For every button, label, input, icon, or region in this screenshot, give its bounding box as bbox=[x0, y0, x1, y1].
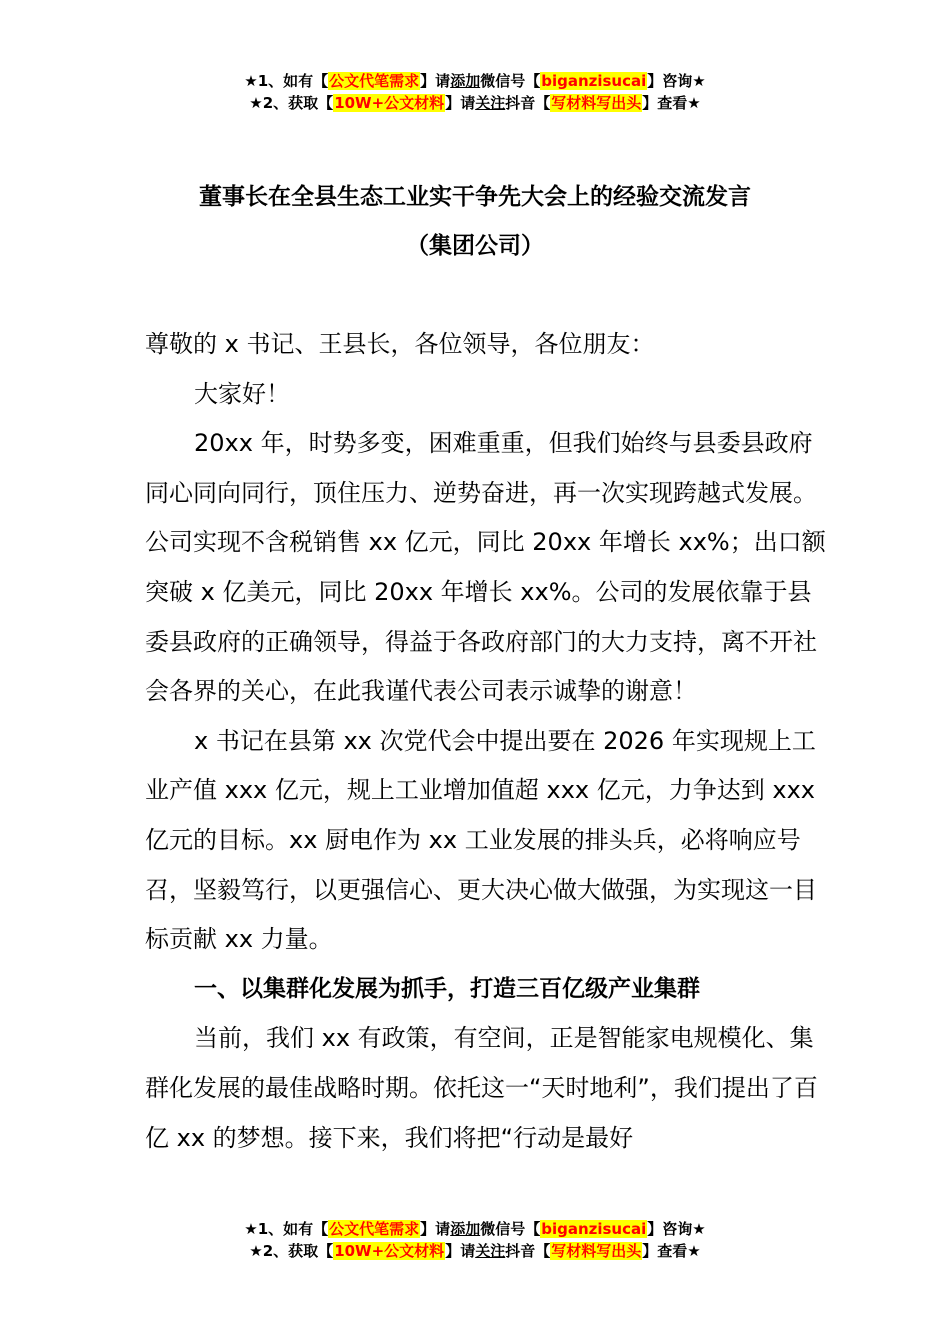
hello: 大家好！ bbox=[194, 379, 290, 408]
section-heading-1: 一、以集群化发展为抓手，打造三百亿级产业集群 bbox=[194, 975, 700, 1002]
paragraph-2: x 书记在县第 xx 次党代会中提出要在 2026 年实现规上工业产值 xxx 亿元，规上工业增加值超 xxx 亿元，力争达到 xxx 亿元的目标。xx 厨电作为 xx 工业发展的排头兵，必将响应号召，坚毅笃行，以更强信心、更大决心做大做强，为实现这一目标贡献 xx 力量。 bbox=[145, 726, 817, 954]
highlight-douyin: 写材料写出头 bbox=[551, 94, 642, 112]
paragraph-1: 20xx 年，时势多变，困难重重，但我们始终与县委县政府同心同向同行，顶住压力、逆势奋进，再一次实现跨越式发展。公司实现不含税销售 xx 亿元，同比 20xx 年增长 xx%；出口额突破 x 亿美元，同比 20xx 年增长 xx%。公司的发展依靠于县委县政府的正确领导，得益于各政府部门的大力支持，离不开社会各界的关心，在此我谨代表公司表示诚挚的谢意！ bbox=[145, 429, 826, 706]
promo-footer-line-2: ★2、获取【10W+公文材料】请关注抖音【写材料写出头】查看★ bbox=[249, 1242, 701, 1260]
highlight-wechat-id: biganzisucai bbox=[541, 72, 647, 90]
highlight-materials: 10W+公文材料 bbox=[334, 94, 445, 112]
promo-header bbox=[0, 70, 950, 114]
promo-line-2: ★2、获取【10W+公文材料】请关注抖音【写材料写出头】查看★ bbox=[249, 94, 701, 112]
doc-title: 董事长在全县生态工业实干争先大会上的经验交流发言 bbox=[199, 184, 751, 210]
promo-line-1: ★1、如有【公文代笔需求】请添加微信号【biganzisucai】咨询★ bbox=[244, 72, 706, 90]
promo-footer-line-1: ★1、如有【公文代笔需求】请添加微信号【biganzisucai】咨询★ bbox=[244, 1220, 706, 1238]
doc-subtitle: （集团公司） bbox=[406, 233, 544, 259]
promo-footer bbox=[0, 1218, 950, 1262]
highlight-ghostwriting: 公文代笔需求 bbox=[329, 72, 420, 90]
greeting: 尊敬的 x 书记、王县长，各位领导，各位朋友： bbox=[145, 330, 655, 358]
paragraph-3: 当前，我们 xx 有政策，有空间，正是智能家电规模化、集群化发展的最佳战略时期。依托这一“天时地利”，我们提出了百亿 xx 的梦想。接下来，我们将把“行动是最好 bbox=[145, 1024, 818, 1152]
doc-body bbox=[145, 320, 835, 1163]
